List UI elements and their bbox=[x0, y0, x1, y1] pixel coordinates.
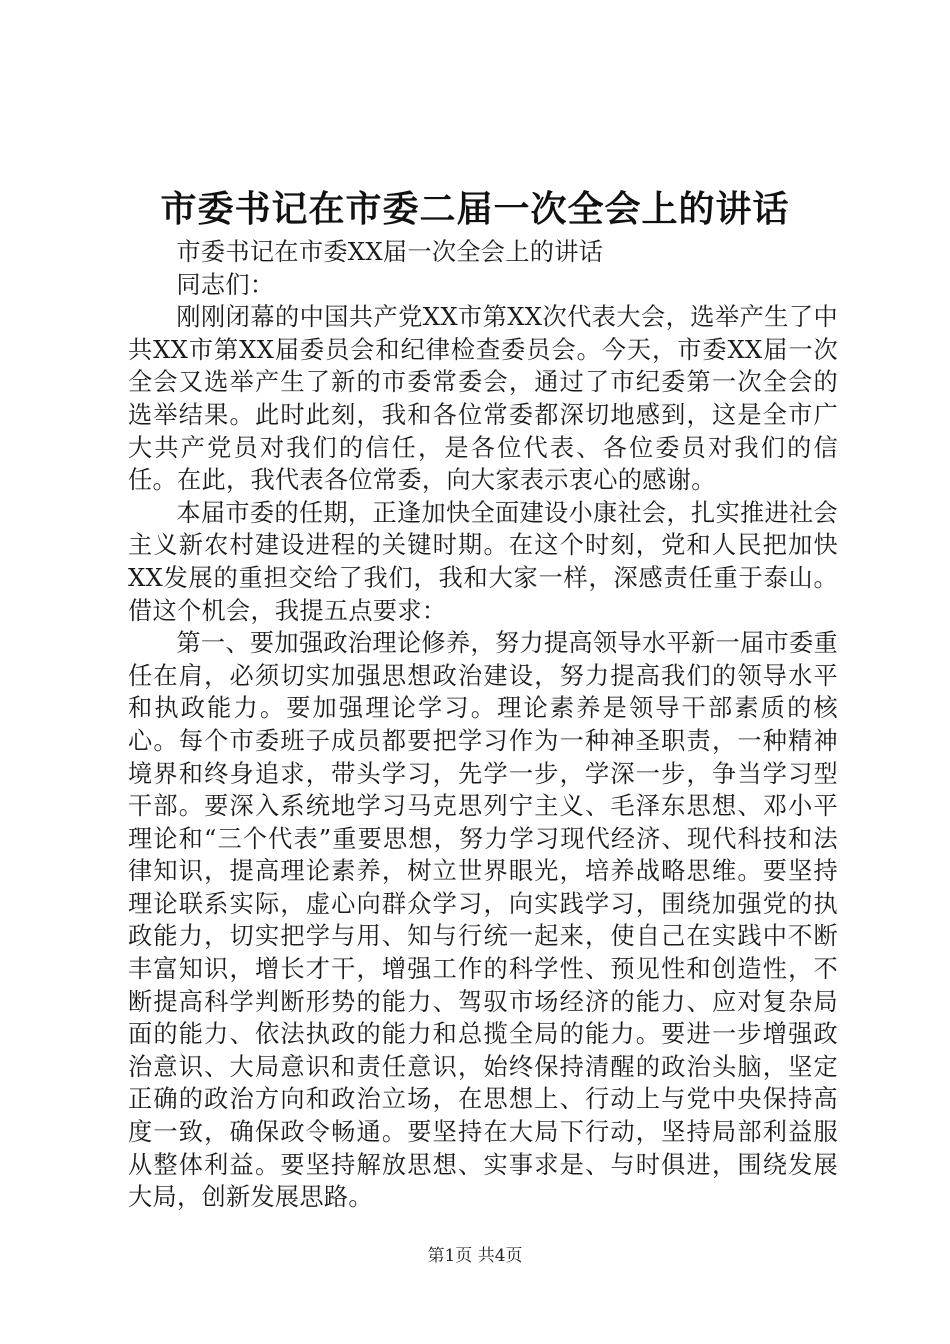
document-title: 市委书记在市委二届一次全会上的讲话 bbox=[160, 188, 790, 230]
body-paragraph: 刚刚闭幕的中国共产党XX市第XX次代表大会，选举产生了中共XX市第XX届委员会和纪律检查委员会。今天，市委XX届一次全会又选举产生了新的市委常委会，通过了市纪委第一次全会的选举结果。此时此刻，我和各位常委都深切地感到，这是全市广大共产党员对我们的信任，是各位代表、各位委员对我们的信任。在此，我代表各位常委，向大家表示衷心的感谢。 bbox=[128, 303, 838, 495]
body-paragraph: 第一、要加强政治理论修养，努力提高领导水平新一届市委重任在肩，必须切实加强思想政治建设，努力提高我们的领导水平和执政能力。要加强理论学习。理论素养是领导干部素质的核心。每个市委班子成员都要把学习作为一种神圣职责，一种精神境界和终身追求，带头学习，先学一步，学深一步，争当学习型干部。要深入系统地学习马克思列宁主义、毛泽东思想、邓小平理论和“三个代表”重要思想，努力学习现代经济、现代科技和法律知识，提高理论素养，树立世界眼光，培养战略思维。要坚持理论联系实际，虚心向群众学习，向实践学习，围绕加强党的执政能力，切实把学与用、知与行统一起来，使自己在实践中不断丰富知识，增长才干，增强工作的科学性、预见性和创造性，不断提高科学判断形势的能力、驾驭市场经济的能力、应对复杂局面的能力、依法执政的能力和总揽全局的能力。要进一步增强政治意识、大局意识和责任意识，始终保持清醒的政治头脑，坚定正确的政治方向和政治立场，在思想上、行动上与党中央保持高度一致，确保政令畅通。要坚持在大局下行动，坚持局部利益服从整体利益。要坚持解放思想、实事求是、与时俱进，围绕发展大局，创新发展思路。 bbox=[128, 629, 838, 1212]
body-paragraph: 本届市委的任期，正逢加快全面建设小康社会，扎实推进社会主义新农村建设进程的关键时期。在这个时刻，党和人民把加快XX发展的重担交给了我们，我和大家一样，深感责任重于泰山。借这个机会，我提五点要求： bbox=[128, 498, 838, 625]
document-body bbox=[128, 236, 838, 1214]
document-subtitle: 市委书记在市委XX届一次全会上的讲话 bbox=[176, 238, 604, 266]
page-number-footer: 第1页 共4页 bbox=[427, 1246, 523, 1266]
salutation: 同志们： bbox=[176, 270, 275, 299]
